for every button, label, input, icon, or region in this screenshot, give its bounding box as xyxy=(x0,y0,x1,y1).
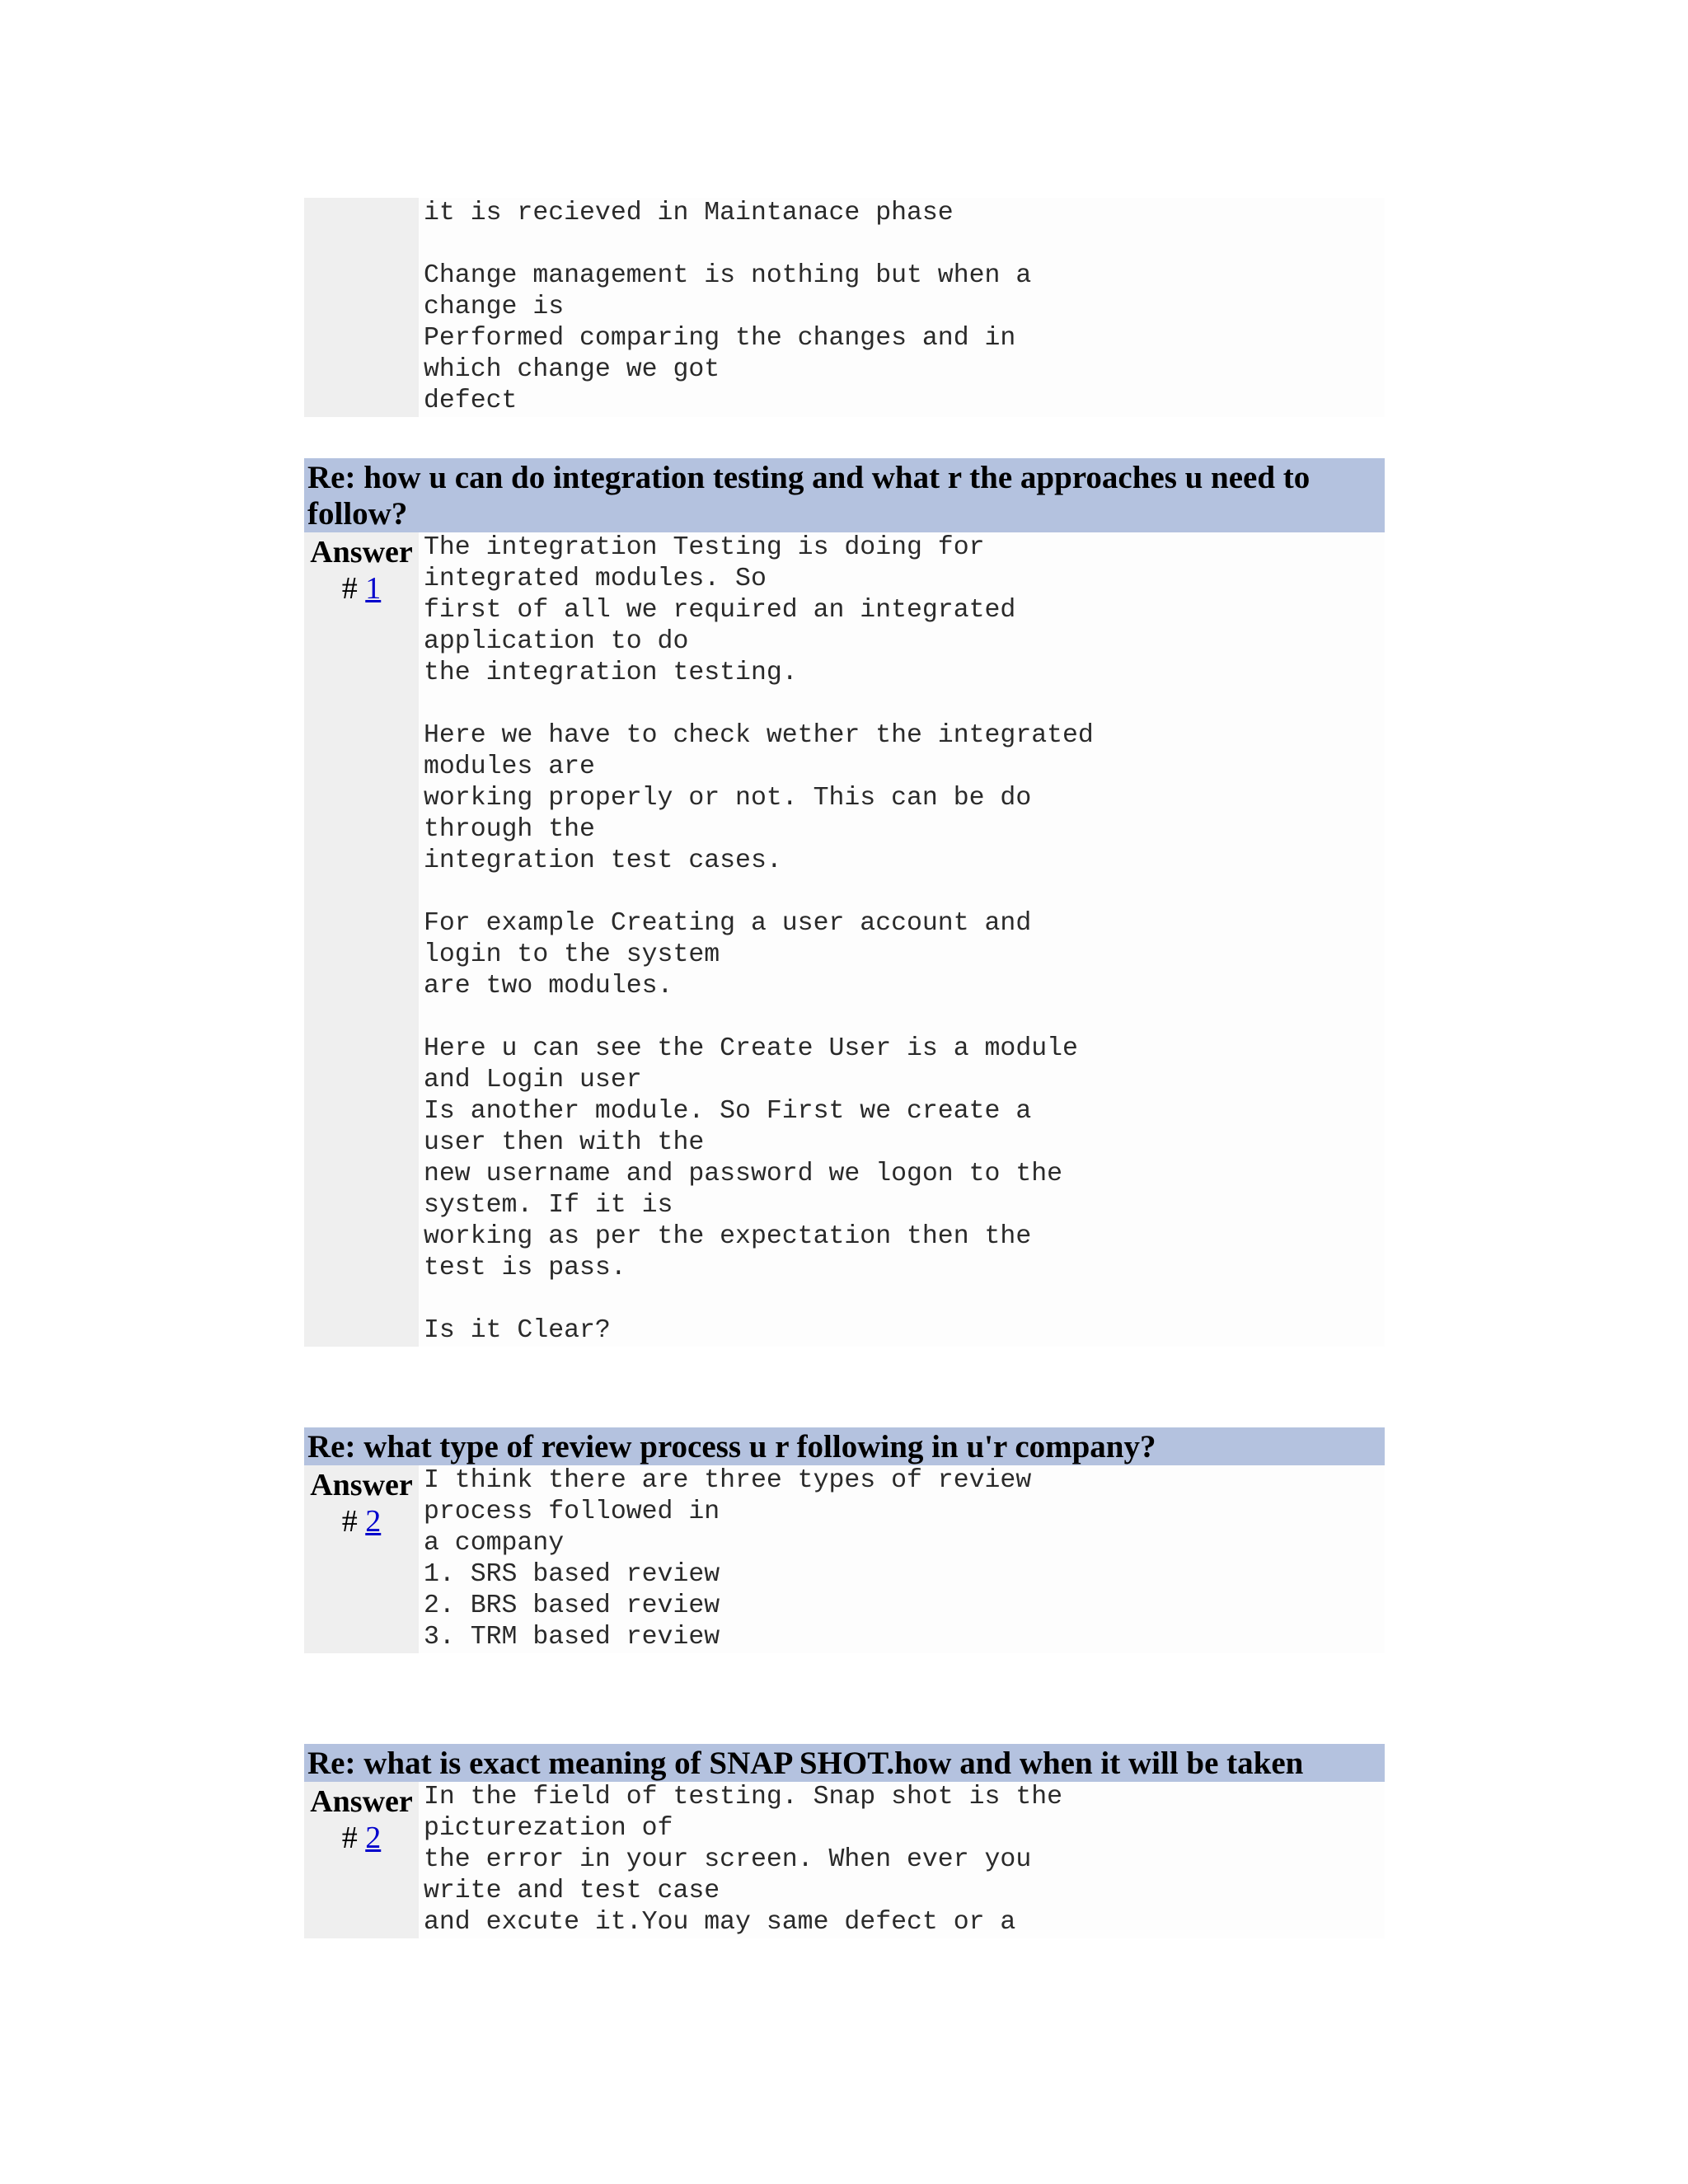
answer-hash: # xyxy=(341,1504,358,1539)
answer-body xyxy=(419,532,1385,1347)
answer-number-link[interactable]: 1 xyxy=(365,571,382,606)
answer-body xyxy=(419,198,1385,417)
answer-side-column xyxy=(304,1465,419,1653)
answer-number-link[interactable]: 2 xyxy=(365,1821,382,1855)
answer-side-column xyxy=(304,1782,419,1938)
answer-hash: # xyxy=(341,571,358,606)
answer-side-column xyxy=(304,532,419,1347)
answer-label: Answer xyxy=(310,1468,413,1502)
answer-label: Answer xyxy=(310,1784,413,1819)
question-title: Re: how u can do integration testing and what r the approaches u need to follow? xyxy=(304,458,1385,532)
answer-hash: # xyxy=(341,1821,358,1855)
answer-number xyxy=(304,1503,419,1540)
answer-label: Answer xyxy=(310,535,413,569)
question-title: Re: what is exact meaning of SNAP SHOT.how and when it will be taken xyxy=(304,1744,1385,1782)
question-title: Re: what type of review process u r following in u'r company? xyxy=(304,1427,1385,1465)
qa-section xyxy=(304,458,1385,1347)
answer-body xyxy=(419,1465,1385,1653)
answer-number-link[interactable]: 2 xyxy=(365,1504,382,1539)
answer-text: In the field of testing. Snap shot is the picturezation of the error in your screen. When ever you write and test case and excute it.You may same defect or a xyxy=(424,1783,1063,1937)
answer-text: The integration Testing is doing for integrated modules. So first of all we required an integrated application to do the integration testing. Here we have to check wether the integrated modules are working properly or not. This can be do through the integration test cases. For example Creating a user account and login to the system are two modules. Here u can see the Create User is a module and Login user Is another module. So First we create a user then with the new username and password we logon to the system. If it is working as per the expectation then the test is pass. Is it Clear? xyxy=(424,533,1094,1345)
answer-text: I think there are three types of review process followed in a company 1. SRS based review 2. BRS based review 3. TRM based review xyxy=(424,1466,1032,1652)
answer-number xyxy=(304,1820,419,1856)
qa-section xyxy=(304,1744,1385,1938)
answer-number xyxy=(304,570,419,607)
answer-side-column xyxy=(304,198,419,417)
answer-fragment xyxy=(304,198,1385,417)
answer-body xyxy=(419,1782,1385,1938)
qa-section xyxy=(304,1427,1385,1653)
answer-text: it is recieved in Maintanace phase Change management is nothing but when a change is Performed comparing the changes and in which change we got defect xyxy=(424,199,1032,415)
